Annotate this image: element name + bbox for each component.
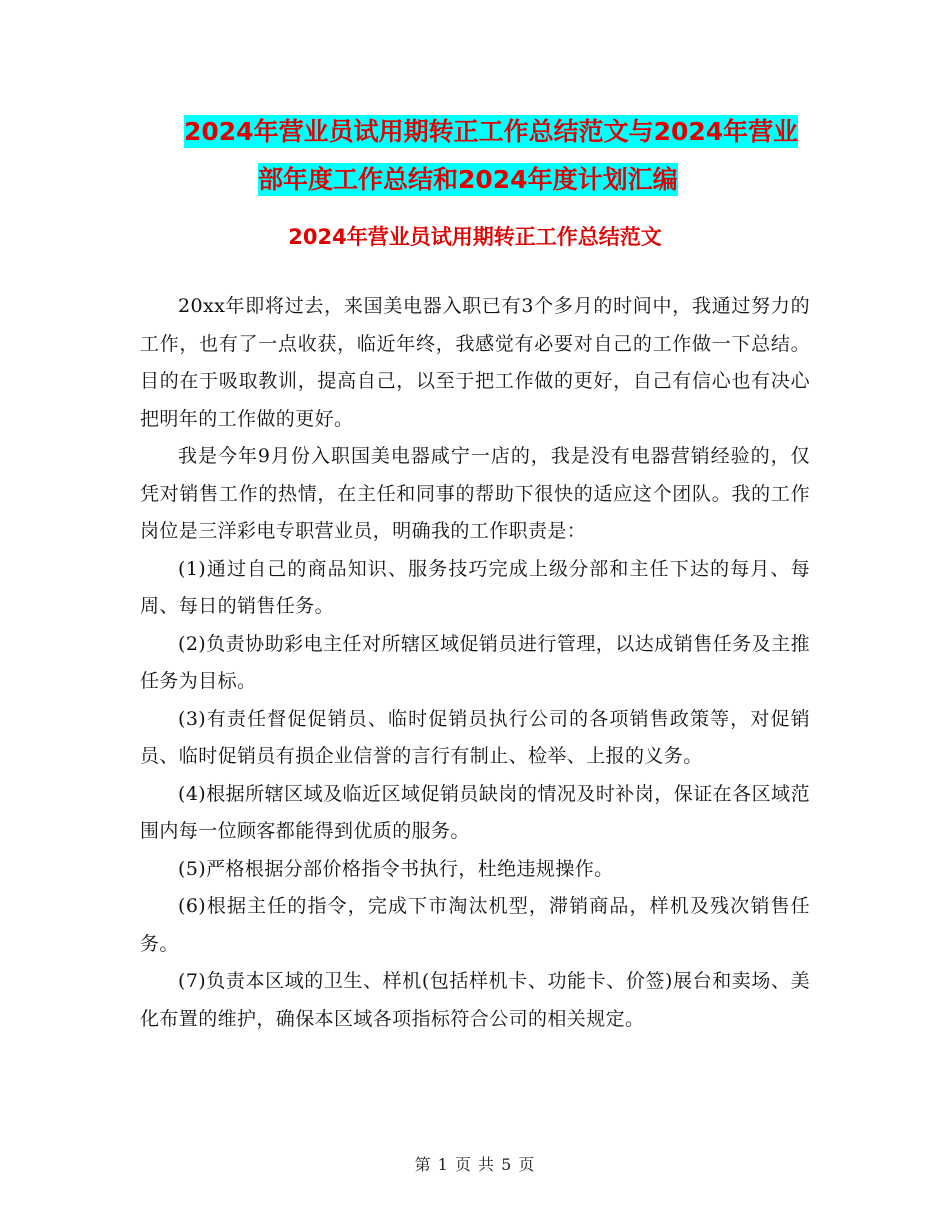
duty-item-5: (5)严格根据分部价格指令书执行，杜绝违规操作。 [178, 857, 614, 880]
title-highlight: 2024年营业员试用期转正工作总结范文与2024年营业 [184, 117, 799, 146]
duty-item-3: (3)有责任督促促销员、临时促销员执行公司的各项销售政策等，对促销员、临时促销员有损企业信誉的言行有制止、检举、上报的义务。 [140, 707, 810, 767]
duty-item-4: (4)根据所辖区域及临近区域促销员缺岗的情况及时补岗，保证在各区域范围内每一位顾客都能得到优质的服务。 [140, 782, 810, 842]
duty-item-2: (2)负责协助彩电主任对所辖区域促销员进行管理，以达成销售任务及主推任务为目标。 [140, 632, 810, 692]
paragraph-role: 我是今年9月份入职国美电器咸宁一店的，我是没有电器营销经验的，仅凭对销售工作的热情，在主任和同事的帮助下很快的适应这个团队。我的工作岗位是三洋彩电专职营业员，明确我的工作职责是： [140, 445, 810, 542]
document-body [140, 288, 810, 1038]
duty-item-6: (6)根据主任的指令，完成下市淘汰机型，滞销商品，样机及残次销售任务。 [140, 895, 810, 955]
document-title-line-2 [140, 156, 830, 204]
document-title-line-1 [140, 108, 830, 156]
paragraph-intro: 20xx年即将过去，来国美电器入职已有3个多月的时间中，我通过努力的工作，也有了一点收获，临近年终，我感觉有必要对自己的工作做一下总结。目的在于吸取教训，提高自己，以至于把工作做的更好，自己有信心也有决心把明年的工作做的更好。 [140, 295, 810, 430]
document-title [140, 108, 830, 204]
duty-item-1: (1)通过自己的商品知识、服务技巧完成上级分部和主任下达的每月、每周、每日的销售任务。 [140, 557, 810, 617]
section-title: 2024年营业员试用期转正工作总结范文 [288, 225, 662, 249]
title-highlight: 部年度工作总结和2024年度计划汇编 [258, 165, 678, 194]
duty-item-7: (7)负责本区域的卫生、样机(包括样机卡、功能卡、价签)展台和卖场、美化布置的维护，确保本区域各项指标符合公司的相关规定。 [140, 970, 810, 1030]
page-footer: 第 1 页 共 5 页 [414, 1155, 536, 1174]
